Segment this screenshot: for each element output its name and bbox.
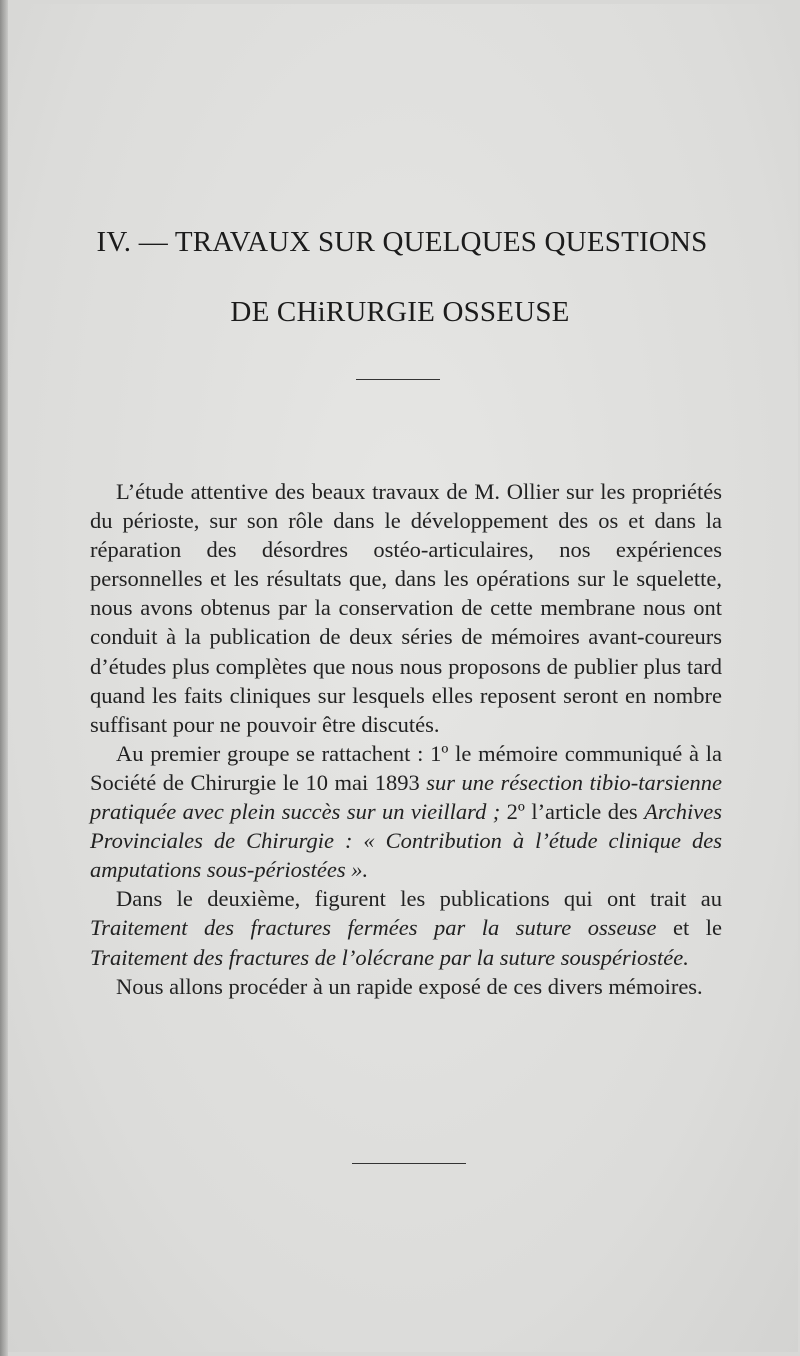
- paragraph-3-italic-b: Traitement des fractures fermées par la suture osseuse: [90, 915, 657, 941]
- page-edge: [0, 0, 8, 1356]
- title-divider: [356, 379, 440, 380]
- paragraph-3-text-c: et le: [656, 915, 722, 941]
- paragraph-2-text-a: Au premier groupe se rattachent : 1º le mémoire communiqué à la Société de Chirurgie le 10 mai 1893: [90, 740, 722, 795]
- paragraph-2-text-c: 2º l’article des: [500, 799, 645, 825]
- paragraph-3-italic-d: Traitement des fractures de l’olécrane par la suture souspériostée.: [90, 944, 689, 970]
- section-title-line-1: IV. — TRAVAUX SUR QUELQUES QUESTIONS: [96, 226, 708, 258]
- paragraph-2-italic-b: sur une résection tibio-tarsienne pratiquée avec plein succès sur un vieillard ;: [90, 769, 722, 825]
- paragraph-3-text-a: Dans le deuxième, figurent les publications qui ont trait au: [116, 886, 722, 912]
- body-text: [90, 477, 722, 1001]
- paragraph-4: Nous allons procéder à un rapide exposé de ces divers mémoires.: [116, 973, 703, 999]
- end-divider: [352, 1163, 466, 1164]
- paragraph-2: [90, 739, 722, 884]
- paragraph-2-italic-d: Archives Provinciales de Chirurgie : « Contribution à l’étude clinique des amputations sous-périostées ».: [90, 799, 722, 883]
- paragraph-3: [90, 884, 722, 971]
- section-title-line-2: DE CHiRURGIE OSSEUSE: [230, 296, 570, 328]
- paragraph-1: L’étude attentive des beaux travaux de M. Ollier sur les propriétés du périoste, sur son rôle dans le développement des os et dans la réparation des désordres ostéo-articulaires, nos expériences personnelles et les résultats que, dans les opérations sur le squelette, nous avons obtenus par la conservation de cette membrane nous ont conduit à la publication de deux séries de mémoires avant-coureurs d’études plus complètes que nous nous proposons de publier plus tard quand les faits cliniques sur lesquels elles reposent seront en nombre suffisant pour ne pouvoir être discutés.: [90, 479, 722, 737]
